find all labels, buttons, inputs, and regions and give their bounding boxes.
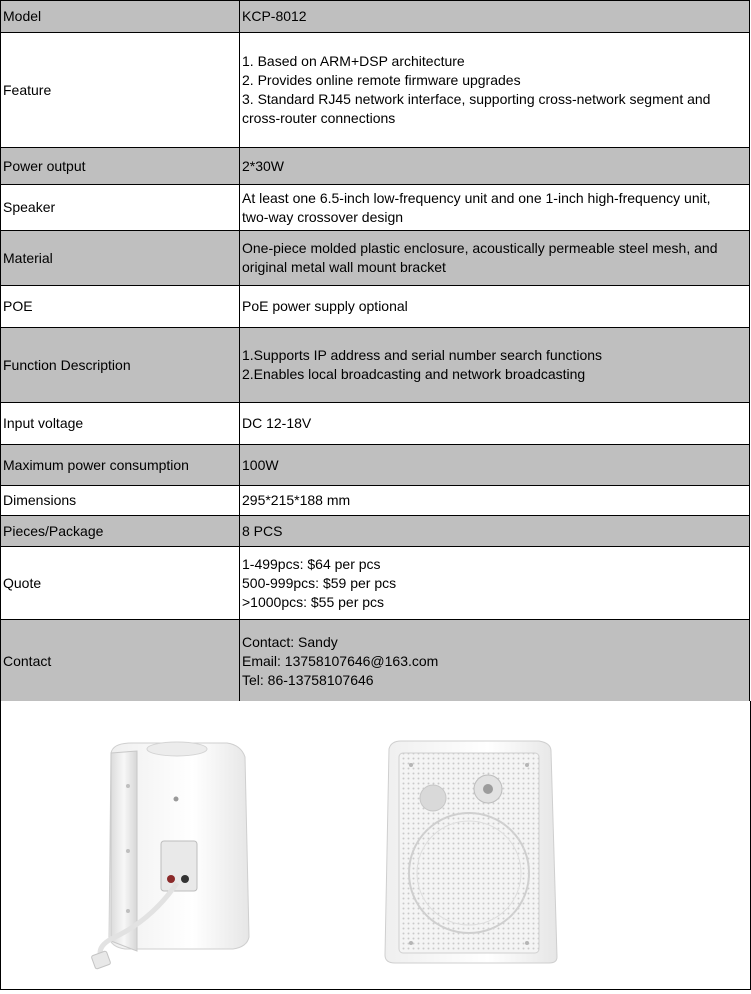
value-line: 1.Supports IP address and serial number search functions — [242, 347, 603, 363]
value-line: Tel: 86-13758107646 — [242, 672, 374, 688]
value-line: 100W — [242, 456, 279, 473]
value-line: cross-router connections — [242, 110, 396, 126]
row-max-power — [1, 445, 750, 486]
row-value — [240, 231, 750, 286]
row-function-description — [1, 328, 750, 403]
value-line: At least one 6.5-inch low-frequency unit and one 1-inch high-frequency unit, — [242, 189, 711, 206]
value-line: One-piece molded plastic enclosure, acoustically permeable steel mesh, and — [242, 240, 718, 256]
row-feature — [1, 33, 750, 148]
value-line: KCP-8012 — [242, 8, 307, 24]
row-label: Maximum power consumption — [1, 445, 240, 486]
row-value — [240, 486, 750, 516]
row-label: Feature — [1, 33, 240, 148]
row-value — [240, 1, 750, 33]
row-value — [240, 547, 750, 620]
row-label: Model — [1, 1, 240, 33]
product-photo — [1, 701, 750, 989]
row-label: POE — [1, 286, 240, 328]
row-power-output — [1, 148, 750, 185]
row-value — [240, 516, 750, 547]
value-line: 295*215*188 mm — [242, 492, 351, 508]
value-line: 2.Enables local broadcasting and network broadcasting — [242, 366, 586, 382]
row-value — [240, 148, 750, 185]
row-label: Contact — [1, 620, 240, 704]
row-value — [240, 328, 750, 403]
row-speaker — [1, 185, 750, 231]
speaker-rear-view — [91, 742, 249, 969]
row-contact — [1, 620, 750, 704]
row-value — [240, 286, 750, 328]
row-label: Quote — [1, 547, 240, 620]
row-pieces-package — [1, 516, 750, 547]
row-quote — [1, 547, 750, 620]
row-value — [240, 620, 750, 704]
row-label: Input voltage — [1, 403, 240, 445]
row-value — [240, 403, 750, 445]
row-value — [240, 185, 750, 231]
row-value — [240, 445, 750, 486]
value-line: 1-499pcs: $64 per pcs — [242, 555, 381, 572]
row-label: Function Description — [1, 328, 240, 403]
value-line: 3. Standard RJ45 network interface, supporting cross-network segment and — [242, 91, 711, 107]
row-model — [1, 1, 750, 33]
row-poe — [1, 286, 750, 328]
value-line: 2*30W — [242, 157, 285, 174]
value-line: 500-999pcs: $59 per pcs — [242, 574, 397, 591]
row-label: Dimensions — [1, 486, 240, 516]
value-line: two-way crossover design — [242, 208, 404, 225]
row-label: Speaker — [1, 185, 240, 231]
value-line: DC 12-18V — [242, 415, 312, 431]
value-line: 1. Based on ARM+DSP architecture — [242, 53, 465, 69]
row-label: Power output — [1, 148, 240, 185]
value-line: 8 PCS — [242, 522, 283, 539]
row-label: Pieces/Package — [1, 516, 240, 547]
value-line: original metal wall mount bracket — [242, 259, 446, 275]
row-value — [240, 33, 750, 148]
value-line: Contact: Sandy — [242, 634, 338, 650]
value-line: >1000pcs: $55 per pcs — [242, 593, 385, 610]
product-photo-area — [0, 701, 751, 990]
row-material — [1, 231, 750, 286]
value-line: PoE power supply optional — [242, 298, 408, 314]
value-line: Email: 13758107646@163.com — [242, 653, 439, 669]
speaker-front-view — [385, 741, 557, 963]
row-dimensions — [1, 486, 750, 516]
row-input-voltage — [1, 403, 750, 445]
value-line: 2. Provides online remote firmware upgrades — [242, 72, 521, 88]
row-label: Material — [1, 231, 240, 286]
